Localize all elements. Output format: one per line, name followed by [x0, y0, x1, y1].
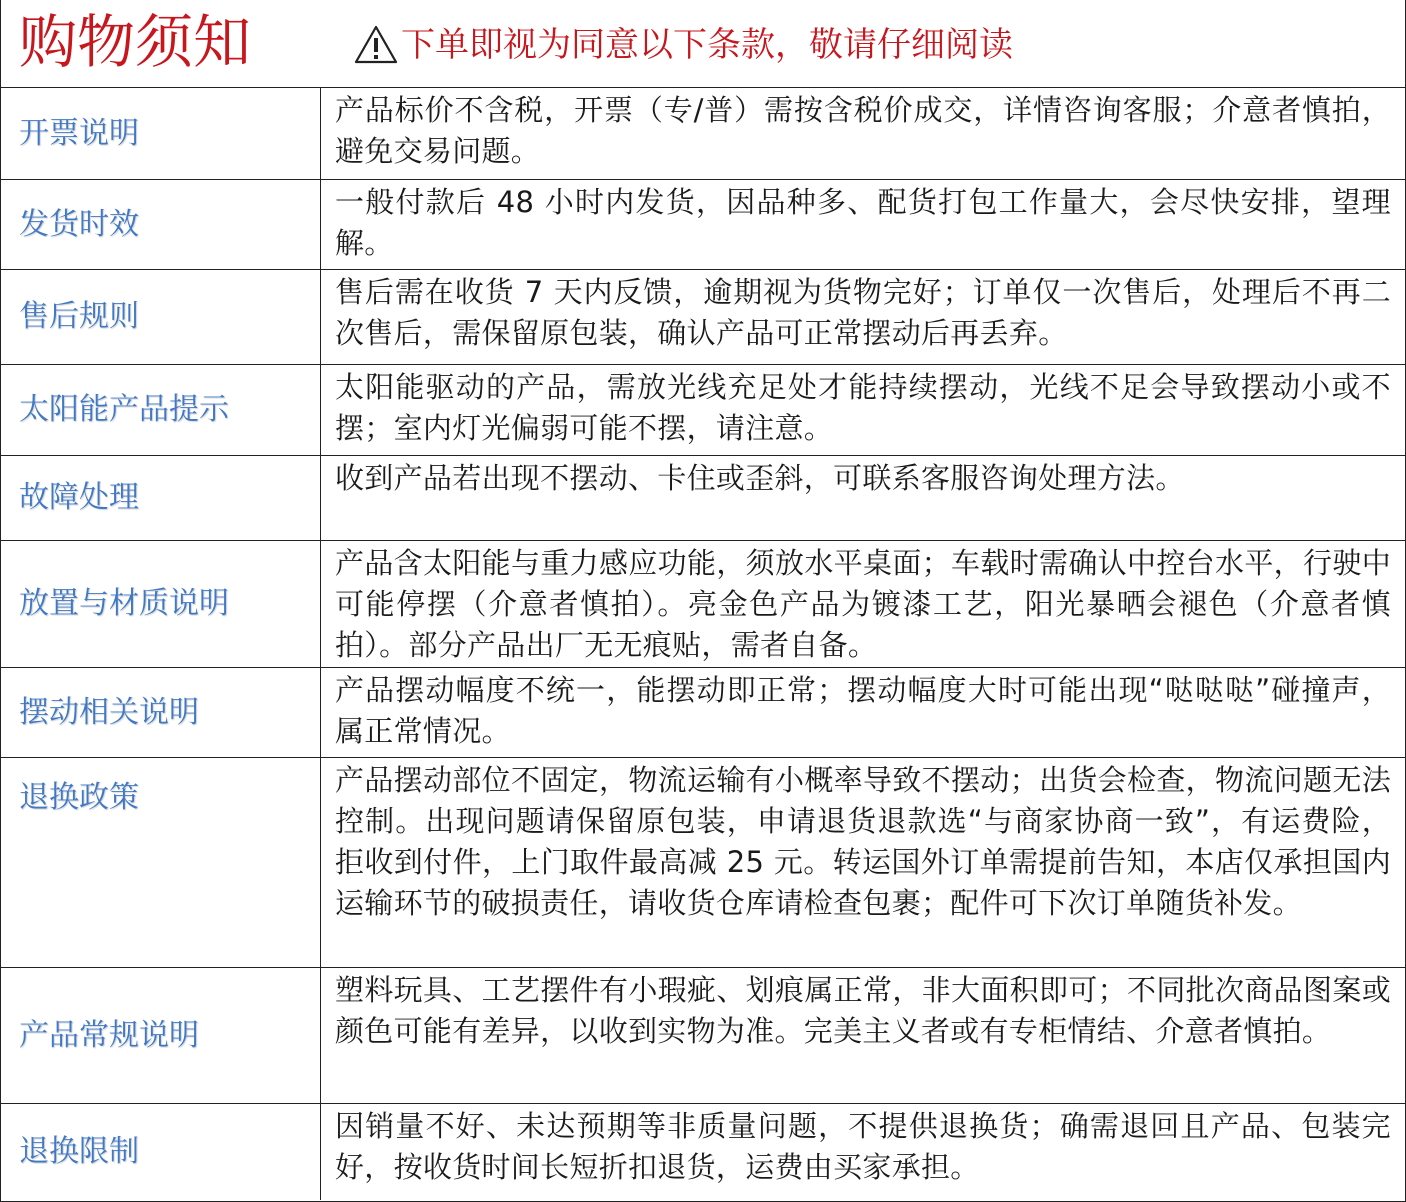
row-label-cell: [1, 365, 321, 455]
row-label: 故障处理: [19, 480, 139, 515]
row-label: 退换限制: [19, 1134, 139, 1169]
table-row: [1, 668, 1405, 758]
row-label-cell: [1, 968, 321, 1103]
row-label: 太阳能产品提示: [19, 392, 229, 427]
row-label-cell: [1, 1104, 321, 1200]
row-content: 产品含太阳能与重力感应功能，须放水平桌面；车载时需确认中控台水平，行驶中可能停摆（介意者慎拍）。亮金色产品为镀漆工艺，阳光暴晒会褪色（介意者慎拍）。部分产品出厂无无痕贴，需者自备。: [335, 546, 1391, 662]
table-row: [1, 1104, 1405, 1200]
row-content-cell: [321, 668, 1405, 757]
row-content: 太阳能驱动的产品，需放光线充足处才能持续摆动，光线不足会导致摆动小或不摆；室内灯光偏弱可能不摆，请注意。: [335, 370, 1391, 445]
row-content-cell: [321, 270, 1405, 364]
row-content-cell: [321, 180, 1405, 269]
row-content: 产品标价不含税，开票（专/普）需按含税价成交，详情咨询客服；介意者慎拍，避免交易问题。: [335, 93, 1391, 168]
table-row: [1, 180, 1405, 270]
table-row: [1, 365, 1405, 456]
row-label: 售后规则: [19, 299, 139, 334]
row-content: 售后需在收货 7 天内反馈，逾期视为货物完好；订单仅一次售后，处理后不再二次售后，需保留原包装，确认产品可正常摆动后再丢弃。: [335, 275, 1391, 350]
notice-text: 下单即视为同意以下条款，敬请仔细阅读: [401, 25, 1013, 65]
row-label-cell: [1, 456, 321, 540]
notice-banner: [353, 22, 1013, 68]
table-row: [1, 270, 1405, 365]
row-content-cell: [321, 968, 1405, 1103]
table-row: [1, 456, 1405, 541]
row-label: 开票说明: [19, 115, 139, 151]
row-label: 放置与材质说明: [19, 586, 229, 621]
row-content-cell: [321, 541, 1405, 667]
warning-triangle-icon: [353, 24, 399, 66]
row-label: 发货时效: [19, 206, 139, 242]
row-content: 因销量不好、未达预期等非质量问题，不提供退换货；确需退回且产品、包装完好，按收货时间长短折扣退货，运费由买家承担。: [335, 1109, 1391, 1184]
row-content: 产品摆动幅度不统一，能摆动即正常；摆动幅度大时可能出现“哒哒哒”碰撞声，属正常情况。: [335, 673, 1391, 748]
row-content-cell: [321, 365, 1405, 455]
terms-rows: [1, 88, 1405, 1200]
page-title: 购物须知: [19, 8, 252, 76]
row-content: 收到产品若出现不摆动、卡住或歪斜，可联系客服咨询处理方法。: [335, 461, 1185, 495]
row-label-cell: [1, 180, 321, 269]
row-label: 退换政策: [19, 780, 139, 815]
row-content-cell: [321, 88, 1405, 179]
notice-header: [1, 0, 1405, 88]
row-content: 塑料玩具、工艺摆件有小瑕疵、划痕属正常，非大面积即可；不同批次商品图案或颜色可能有差异，以收到实物为准。完美主义者或有专柜情结、介意者慎拍。: [335, 973, 1391, 1048]
table-row: [1, 88, 1405, 180]
row-content-cell: [321, 456, 1405, 540]
row-content: 产品摆动部位不固定，物流运输有小概率导致不摆动；出货会检查，物流问题无法控制。出现问题请保留原包装，申请退货退款选“与商家协商一致”，有运费险，拒收到付件，上门取件最高减 25 元。转运国外订单需提前告知，本店仅承担国内运输环节的破损责任，请收货仓库请检查包裹；配件可下次订单随货补发。: [335, 763, 1391, 920]
row-label-cell: [1, 88, 321, 179]
row-content-cell: [321, 758, 1405, 967]
row-label: 摆动相关说明: [19, 694, 199, 730]
table-row: [1, 968, 1405, 1104]
table-row: [1, 758, 1405, 968]
row-label: 产品常规说明: [19, 1017, 199, 1053]
table-row: [1, 541, 1405, 668]
row-content: 一般付款后 48 小时内发货，因品种多、配货打包工作量大，会尽快安排，望理解。: [335, 185, 1391, 260]
row-label-cell: [1, 758, 321, 967]
row-content-cell: [321, 1104, 1405, 1200]
row-label-cell: [1, 668, 321, 757]
row-label-cell: [1, 270, 321, 364]
row-label-cell: [1, 541, 321, 667]
